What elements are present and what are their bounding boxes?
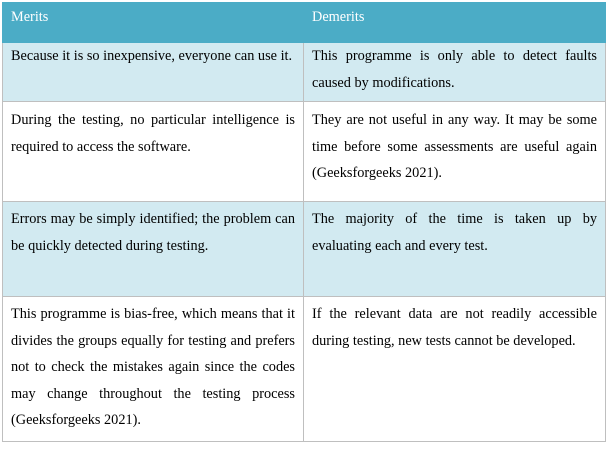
table-row bbox=[3, 202, 606, 297]
demerit-cell: The majority of the time is taken up by evaluating each and every test. bbox=[304, 202, 606, 297]
demerit-cell: If the relevant data are not readily accessible during testing, new tests cannot be developed. bbox=[304, 297, 606, 442]
merit-cell: This programme is bias-free, which means that it divides the groups equally for testing and prefers not to check the mistakes again since the codes may change throughout the testing process (Geeksforgeeks 2021). bbox=[3, 297, 304, 442]
merit-cell: During the testing, no particular intelligence is required to access the software. bbox=[3, 102, 304, 202]
merits-demerits-table bbox=[2, 2, 606, 442]
table-row bbox=[3, 43, 606, 102]
table-header-row bbox=[3, 3, 606, 43]
merit-cell: Errors may be simply identified; the problem can be quickly detected during testing. bbox=[3, 202, 304, 297]
demerit-cell: This programme is only able to detect faults caused by modifications. bbox=[304, 43, 606, 102]
demerit-cell: They are not useful in any way. It may be some time before some assessments are useful again (Geeksforgeeks 2021). bbox=[304, 102, 606, 202]
demerits-header: Demerits bbox=[304, 3, 606, 43]
merit-cell: Because it is so inexpensive, everyone can use it. bbox=[3, 43, 304, 102]
merits-header: Merits bbox=[3, 3, 304, 43]
table-row bbox=[3, 102, 606, 202]
table-row bbox=[3, 297, 606, 442]
